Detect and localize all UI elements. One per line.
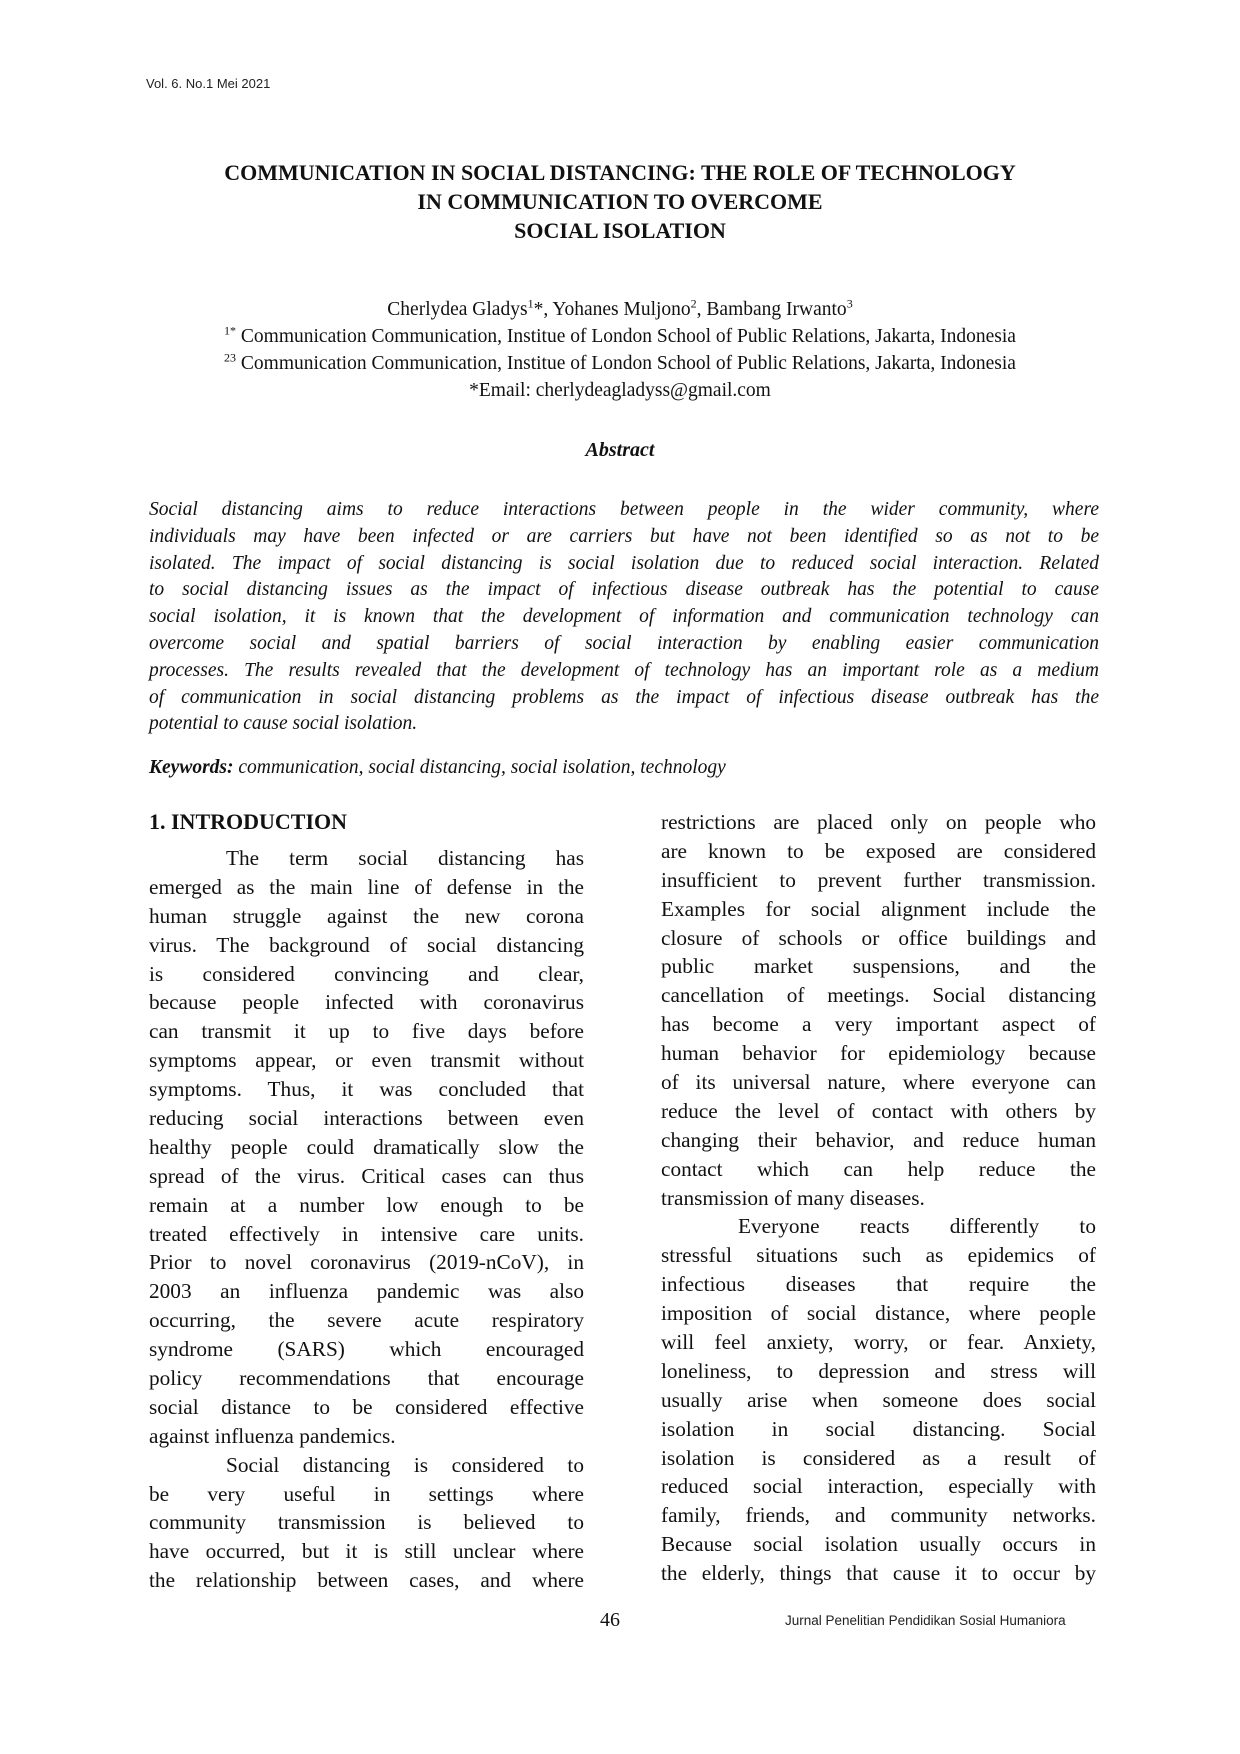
abstract-line: overcome social and spatial barriers of social interaction by enabling easier communication <box>149 632 1099 654</box>
keywords-label: Keywords: <box>149 757 234 778</box>
body-line: has become a very important aspect of <box>661 1012 1096 1037</box>
body-line: virus. The background of social distancing <box>149 932 584 957</box>
body-line: restrictions are placed only on people who <box>661 810 1096 834</box>
body-line: human behavior for epidemiology because <box>661 1041 1096 1066</box>
body-line: isolation in social distancing. Social <box>661 1416 1096 1441</box>
page-number: 46 <box>600 1609 620 1631</box>
author-block <box>100 296 1140 404</box>
title-line: IN COMMUNICATION TO OVERCOME <box>417 189 823 214</box>
left-column <box>149 808 584 1595</box>
body-line: human struggle against the new corona <box>149 903 584 928</box>
body-line: emerged as the main line of defense in the <box>149 874 584 899</box>
body-line: loneliness, to depression and stress will <box>661 1358 1096 1383</box>
abstract-line: of communication in social distancing problems as the impact of infectious disease outbreak has the <box>149 686 1099 708</box>
body-line: the elderly, things that cause it to occur by <box>661 1561 1096 1586</box>
journal-name: Jurnal Penelitian Pendidikan Sosial Humaniora <box>785 1613 1066 1628</box>
body-line: will feel anxiety, worry, or fear. Anxiety, <box>661 1330 1096 1355</box>
body-line: infectious diseases that require the <box>661 1272 1096 1297</box>
author-name: Cherlydea Gladys <box>387 299 528 320</box>
body-line: syndrome (SARS) which encouraged <box>149 1337 584 1362</box>
body-line: changing their behavior, and reduce human <box>661 1127 1096 1152</box>
body-line: symptoms appear, or even transmit without <box>149 1048 584 1073</box>
affiliation-superscript: 23 <box>224 350 237 365</box>
affiliation-line <box>100 323 1140 350</box>
body-line: healthy people could dramatically slow the <box>149 1134 584 1159</box>
body-line: is considered convincing and clear, <box>149 961 584 986</box>
abstract-line: social isolation, it is known that the development of information and communication technology can <box>149 606 1099 628</box>
body-line: of its universal nature, where everyone can <box>661 1070 1096 1095</box>
affiliation-superscript: 1* <box>224 323 237 338</box>
body-line: the relationship between cases, and where <box>149 1568 584 1593</box>
abstract-heading: Abstract <box>585 439 655 461</box>
body-line: treated effectively in intensive care units. <box>149 1221 584 1246</box>
body-line: social distance to be considered effective <box>149 1394 584 1419</box>
abstract-line: individuals may have been infected or are carriers but have not been identified so as not to be <box>149 525 1099 547</box>
abstract-line: isolated. The impact of social distancing is social isolation due to reduced social interaction. Related <box>149 552 1099 574</box>
body-line: imposition of social distance, where people <box>661 1301 1096 1326</box>
abstract-line: to social distancing issues as the impact of infectious disease outbreak has the potential to cause <box>149 579 1099 601</box>
author-separator: *, <box>533 299 553 320</box>
body-line: stressful situations such as epidemics of <box>661 1243 1096 1268</box>
body-line: community transmission is believed to <box>149 1510 584 1535</box>
body-line: closure of schools or office buildings and <box>661 925 1096 950</box>
body-line: transmission of many diseases. <box>661 1185 925 1210</box>
body-line: because people infected with coronavirus <box>149 990 584 1015</box>
body-line: against influenza pandemics. <box>149 1423 396 1448</box>
paper-title <box>100 158 1140 245</box>
body-line: can transmit it up to five days before <box>149 1019 584 1044</box>
author-superscript: 2 <box>690 296 697 311</box>
keywords <box>149 757 1099 779</box>
keywords-text: communication, social distancing, social isolation, technology <box>233 757 726 778</box>
affiliation-line <box>100 350 1140 377</box>
section-heading: 1. INTRODUCTION <box>149 809 348 834</box>
affiliation-text: Communication Communication, Institue of London School of Public Relations, Jakarta, Indonesia <box>236 353 1016 374</box>
body-line: policy recommendations that encourage <box>149 1366 584 1391</box>
body-line: family, friends, and community networks. <box>661 1503 1096 1528</box>
abstract-line: processes. The results revealed that the development of technology has an important role as a medium <box>149 659 1099 681</box>
title-line: COMMUNICATION IN SOCIAL DISTANCING: THE ROLE OF TECHNOLOGY <box>224 160 1016 185</box>
body-line: reducing social interactions between even <box>149 1106 584 1131</box>
volume-header: Vol. 6. No.1 Mei 2021 <box>146 76 271 91</box>
body-line: Prior to novel coronavirus (2019-nCoV), in <box>149 1250 584 1275</box>
right-column <box>661 808 1096 1588</box>
body-line: remain at a number low enough to be <box>149 1192 584 1217</box>
body-line: contact which can help reduce the <box>661 1156 1096 1181</box>
body-line: be very useful in settings where <box>149 1481 584 1506</box>
body-line: Because social isolation usually occurs in <box>661 1532 1096 1557</box>
body-line: Examples for social alignment include the <box>661 896 1096 921</box>
abstract-line: Social distancing aims to reduce interactions between people in the wider community, where <box>149 499 1099 520</box>
abstract-line: potential to cause social isolation. <box>149 713 418 735</box>
author-names <box>100 296 1140 323</box>
body-line: occurring, the severe acute respiratory <box>149 1308 584 1333</box>
abstract-body <box>149 497 1099 738</box>
body-line: cancellation of meetings. Social distancing <box>661 983 1096 1008</box>
body-line: Everyone reacts differently to <box>738 1214 1096 1239</box>
author-name: Bambang Irwanto <box>706 299 847 320</box>
body-line: have occurred, but it is still unclear where <box>149 1539 584 1564</box>
body-line: public market suspensions, and the <box>661 954 1096 979</box>
body-line: isolation is considered as a result of <box>661 1445 1096 1470</box>
body-line: Social distancing is considered to <box>226 1452 584 1477</box>
affiliation-text: Communication Communication, Institue of London School of Public Relations, Jakarta, Indonesia <box>236 326 1016 347</box>
author-separator: , <box>696 299 707 320</box>
author-superscript: 1 <box>527 296 534 311</box>
author-email: *Email: cherlydeagladyss@gmail.com <box>469 380 771 401</box>
body-line: are known to be exposed are considered <box>661 838 1096 863</box>
body-line: reduced social interaction, especially with <box>661 1474 1096 1499</box>
body-line: usually arise when someone does social <box>661 1387 1096 1412</box>
author-superscript: 3 <box>846 296 853 311</box>
body-line: symptoms. Thus, it was concluded that <box>149 1077 584 1102</box>
body-line: 2003 an influenza pandemic was also <box>149 1279 584 1304</box>
body-line: spread of the virus. Critical cases can thus <box>149 1163 584 1188</box>
body-line: insufficient to prevent further transmission. <box>661 867 1096 892</box>
title-line: SOCIAL ISOLATION <box>514 218 726 243</box>
body-line: reduce the level of contact with others by <box>661 1098 1096 1123</box>
author-name: Yohanes Muljono <box>552 299 691 320</box>
body-line: The term social distancing has <box>226 846 584 870</box>
